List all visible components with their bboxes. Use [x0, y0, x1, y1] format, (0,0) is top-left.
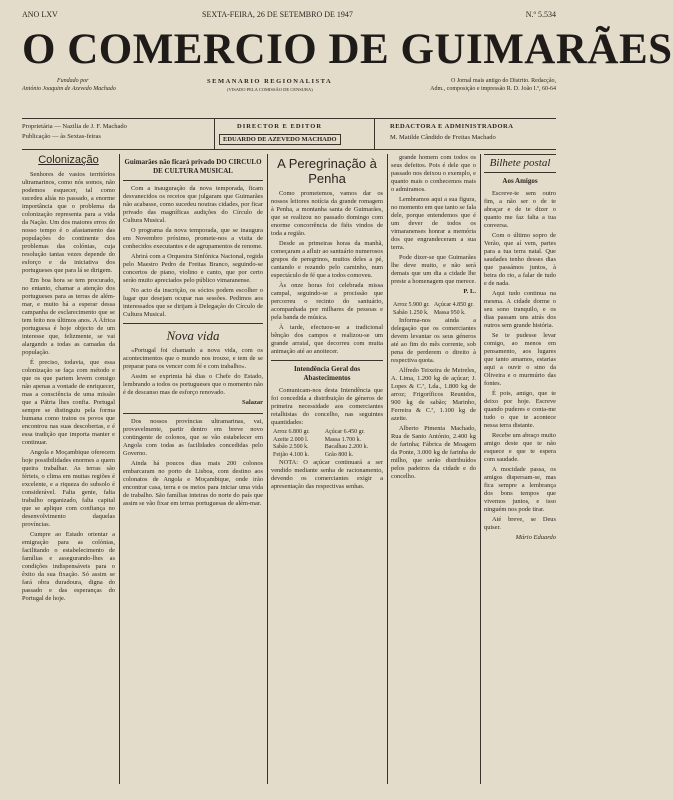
article-paragraph: Como prometemos, vamos dar os nossos leitores notícia da grande romagem à Penha, a montanha santa de Guimarães, que se realizou no passado domingo com enorme concorrência de fiéis vindos de toda a região. — [271, 190, 383, 237]
issue-number: N.º 5.534 — [525, 10, 556, 19]
article-paragraph: grande homem com todos os seus defeitos. Pois é dele que o passado nos deixou o exemplo, e quanto mais o conhecemos mais o admiramos. — [391, 154, 476, 193]
issue-date: SEXTA-FEIRA, 26 DE SETEMBRO DE 1947 — [202, 10, 353, 19]
column-musica — [123, 154, 263, 784]
article-paragraph: Com a inauguração da nova temporada, ficam desvanecidos os receios que julgaram que Guimarães não acabasse, como sucedeu noutras cidades, por ficar privado das magníficas audições do Círculo de Cultura Musical. — [123, 185, 263, 224]
article-paragraph: «Portugal foi chamado a nova vida, com os acontecimentos que o mundo nos trouxe, e tem de se preparar para os vencer com fé e com trabalho». — [123, 347, 263, 370]
article-paragraph: Com o último sopro de Verão, que aí vem, partes para a tua terra natal. Que saudades tenho desses dias que passámos juntos, à beira do rio, a falar de tudo e de nada. — [484, 232, 556, 287]
article-paragraph: É pois, amigo, que te deixo por hoje. Escreve quando puderes e conta-me tudo o que te acontece nessa terra distante. — [484, 390, 556, 429]
article-paragraph: O programa da nova temporada, que se inaugura em Novembro próximo, promete-nos a visita de conhecidos executantes e de agrupamentos de renome. — [123, 227, 263, 250]
article-paragraph: Senhores de vastos territórios ultramarinos, como nós somos, não podemos esquecer, tal como sucedeu aliás no passado, a enorme importância que o problema da colonização representa para a vida da Nação. Um dos maiores erros do nosso tempo é o afastamento das populações do continente dos problemas das colónias, cuja resolução tantas vezes depende do esforço e da iniciativa dos portugueses que para lá se dirigem. — [22, 171, 115, 274]
colonizacao-title: Colonização — [38, 154, 99, 166]
article-paragraph: Recebe um abraço muito amigo deste que te não esquece e que te espera com saudade. — [484, 432, 556, 463]
rations-table — [271, 429, 383, 459]
article-paragraph: Cumpre ao Estado orientar a emigração para as colónias, facilitando o estabelecimento de famílias e assegurando-lhes as condições indispensáveis para o êxito da sua fixação. Só assim se fará obra duradoura, digna do passado e das esperanças do Portugal de hoje. — [22, 531, 115, 602]
article-paragraph: À tarde, efectuou-se a tradicional bênção dos campos e realizou-se um grande arraial, que decorreu com muita animação até ao anoitecer. — [271, 324, 383, 355]
table-row: Sabão 1.250 k. Massa 950 k. — [393, 309, 466, 316]
musica-header: Guimarães não ficará privado DO CIRCULO DE CULTURA MUSICAL — [124, 158, 262, 175]
subhead-right-1: O Jornal mais antigo do Distrito. Redacção, — [451, 78, 556, 84]
table-row: Arroz 5.900 gr. Açúcar 4.850 gr. — [393, 302, 474, 308]
admin-name: M. Matilde Cândido de Freitas Machado — [390, 134, 496, 141]
staff-box — [22, 118, 556, 150]
nova-vida-title: Nova vida — [166, 328, 220, 343]
article-paragraph: Se te pudesse levar comigo, ao menos em pensamento, aos lugares que tanto amamos, estarias aqui a ouvir o sino da Oliveira e o murmúrio das fontes. — [484, 332, 556, 387]
owner-line: Proprietária — Nazilia de J. F. Machado — [22, 123, 127, 130]
article-paragraph: No acto da inscrição, os sócios podem escolher o lugar que desejam ocupar nas sessões. Pedimos aos interessados que se dirijam à Delegação do Círculo de Cultura Musical. — [123, 287, 263, 318]
issue-bar — [22, 10, 556, 22]
director-name: EDUARDO DE AZEVEDO MACHADO — [219, 134, 341, 145]
article-paragraph: Angola e Moçambique oferecem hoje possibilidades enormes a quem queira trabalhar. As terras são férteis, o clima em muitas regiões é excelente, e a riqueza do subsolo é considerável. Falta gente, falta trabalho organizado, falta capital que se aplique com confiança no desenvolvimento daquelas províncias. — [22, 449, 115, 528]
tagline-note: (VISADO PELA COMISSÃO DE CENSURA) — [227, 87, 313, 92]
publication-line: Publicação — às Sextas-feiras — [22, 133, 101, 140]
article-paragraph: Ainda há poucos dias mais 200 colonos embarcaram no porto de Lisboa, com destino aos colonatos de Angola e Moçambique, onde irão encontrar casa, terra e os meios para iniciar uma vida de trabalho. São famílias inteiras do norte do país que assim se vão fixar em terras portuguesas de além-mar. — [123, 460, 263, 507]
article-paragraph: Às onze horas foi celebrada missa campal, seguindo-se a procissão que percorreu o recinto do santuário, acompanhada por milhares de pessoas e pela banda de música. — [271, 282, 383, 321]
article-paragraph: Alfredo Teixeira de Meireles, A. Lima, 1.200 kg de açúcar; J. Lopes & C.ª, Lda., 1.800 kg de arroz; Frigoríficos Reunidos, 900 kg de sabão; Marinho, Ferreira & C.ª, 1.100 kg de azeite. — [391, 367, 476, 422]
article-paragraph: Lembramos aqui a sua figura, no momento em que tanto se fala dele, porque entendemos que é um dever de todos os vimaranenses honrar a memória dos que engrandeceram a sua terra. — [391, 196, 476, 251]
bilhete-signature: Mário Eduardo — [515, 534, 556, 541]
article-paragraph: A mocidade passa, os amigos dispersam-se, mas fica sempre a lembrança dos bons tempos que vivemos juntos, e isso ninguém nos pode tirar. — [484, 466, 556, 513]
article-paragraph: Até breve, se Deus quiser. — [484, 516, 556, 531]
tagline: SEMANARIO REGIONALISTA — [207, 78, 333, 85]
article-paragraph: Dos nossos províncias ultramarinas, vai, provavelmente, partir dentro em breve novo contingente de colonos, que se vão estabelecer em Angola com todas as facilidades concedidas pelo Governo. — [123, 418, 263, 457]
table-row: Arroz 6.800 gr. Açúcar 6.450 gr. — [273, 429, 365, 435]
table-row: Azeite 2.000 l. Massa 1.700 k. — [273, 436, 362, 443]
article-paragraph: Abrirá com a Orquestra Sinfónica Nacional, regida pelo Maestro Pedro de Freitas Branco, seguindo-se concertos de piano, violino e canto, que por certo serão muito apreciados pelo público vimaranense. — [123, 253, 263, 284]
founded-label: Fundado por — [57, 78, 89, 84]
continuation-signature: P. L. — [463, 288, 476, 295]
article-paragraph: Pode dizer-se que Guimarães lhe deve muito, e não será demais que um dia a cidade lhe preste a homenagem que merece. — [391, 254, 476, 285]
article-paragraph: NOTA: O açúcar continuará a ser vendido mediante senha de racionamento, devendo os comerciantes exigir a apresentação das respectivas senhas. — [271, 459, 383, 490]
table-row: Feijão 4.100 k. Grão 800 k. — [273, 451, 354, 458]
article-paragraph: Alberto Pimenta Machado, Rua de Santo António, 2.400 kg de farinha; Fábrica de Moagem da Ponte, 3.000 kg de farinha de milho, que serão distribuídos pelos padeiros da cidade e do concelho. — [391, 425, 476, 480]
director-label: DIRECTOR E EDITOR — [237, 123, 323, 130]
article-paragraph: Escreve-te sem outro fim, a não ser o de te abraçar e de te dizer o quanto me faz falta a tua conversa. — [484, 190, 556, 229]
rations-table-2 — [391, 302, 476, 317]
article-paragraph: Assim se exprimia há dias o Chefe do Estado, lembrando a todos os portugueses que o momento não é de descanso mas de esforço renovado. — [123, 373, 263, 396]
article-paragraph: Comunicam-nos desta Intendência que foi concedida a distribuição de géneros de primeira necessidade aos comerciantes retalhistas do concelho, nas seguintes quantidades: — [271, 387, 383, 426]
article-paragraph: Informa-nos ainda a delegação que os comerciantes devem levantar os seus géneros até ao fim do mês corrente, sob pena de perderem o direito à respectiva quota. — [391, 317, 476, 364]
subhead-right-2: Adm., composição e impressão R. D. João I.º, 60-64 — [430, 86, 556, 92]
peregrinacao-title: A Peregrinação à Penha — [277, 156, 377, 186]
column-colonizacao — [22, 154, 115, 784]
column-continuation — [391, 154, 476, 784]
founder-name: António Joaquim de Azevedo Machado — [22, 86, 116, 92]
column-peregrinacao — [271, 154, 383, 784]
article-paragraph: Em boa hora se tem procurado, no entanto, chamar a atenção dos portugueses para as terras de além-mar, e muito há a esperar dessa campanha de esclarecimento que se tem feito nos últimos anos. A África portuguesa é hoje objecto de um interesse que, felizmente, se vai alargando a todas as camadas da população. — [22, 277, 115, 356]
table-row: Sabão 2.500 k. Bacalhau 2.200 k. — [273, 444, 369, 450]
article-paragraph: É preciso, todavia, que essa colonização se faça com método e que os que partem levem consigo não apenas a vontade de enriquecer, mas a consciência de uma missão que a Pátria lhes confia. Portugal sempre se distinguiu pela forma humana como tratou os povos que encontrou nas suas descobertas, e é essa tradição que importa manter e continuar. — [22, 359, 115, 446]
masthead-title: O COMERCIO DE GUIMARÃES — [22, 26, 673, 73]
admin-label: REDACTORA E ADMINISTRADORA — [390, 123, 514, 130]
abastecimentos-title: Intendência Geral dos Abastecimentos — [293, 365, 361, 382]
article-paragraph: Desde as primeiras horas da manhã, começaram a afluir ao santuário numerosos grupos de peregrinos, muitos deles a pé, cantando e rezando pelo caminho, num espectáculo de fé que a todos comoveu. — [271, 240, 383, 279]
issue-year: ANO LXV — [22, 10, 58, 19]
column-bilhete-postal — [484, 154, 556, 784]
bilhete-subtitle: Aos Amigos — [502, 177, 538, 185]
nova-vida-signature: Salazar — [242, 399, 263, 406]
subhead — [22, 78, 556, 108]
article-paragraph: Aqui tudo continua na mesma. A cidade dorme o seu sono tranquilo, e os dias passam uns atrás dos outros sem grande história. — [484, 290, 556, 329]
bilhete-title: Bilhete postal — [484, 154, 556, 173]
